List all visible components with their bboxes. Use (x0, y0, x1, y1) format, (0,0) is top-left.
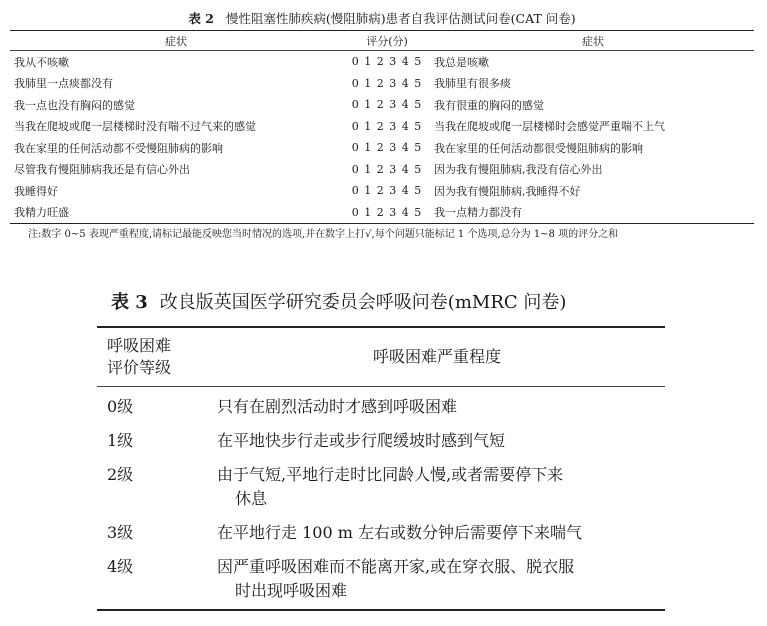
mmrc-grade: 1级 (107, 431, 134, 450)
mmrc-grade: 0级 (107, 397, 134, 416)
table-row (10, 116, 754, 138)
table-row (10, 51, 754, 73)
mmrc-header-grade (97, 327, 209, 387)
mmrc-description-line1: 只有在剧烈活动时才感到呼吸困难 (217, 397, 458, 416)
cat-score-scale: 0 1 2 3 4 5 (351, 119, 423, 133)
cat-header-symptom-right: 症状 (432, 31, 754, 51)
table-row (97, 515, 665, 549)
cat-table-header-row (10, 31, 754, 51)
cat-symptom-right: 我一点精力都没有 (432, 202, 754, 224)
mmrc-table-header-row (97, 327, 665, 387)
mmrc-description-line1: 在平地快步行走或步行爬缓坡时感到气短 (217, 431, 506, 450)
mmrc-table-caption (111, 288, 665, 318)
mmrc-table (97, 326, 665, 611)
table-row (97, 549, 665, 610)
cat-header-score: 评分(分) (342, 31, 432, 51)
mmrc-table-section (97, 288, 665, 611)
cat-table (10, 30, 754, 224)
cat-table-title: 慢性阻塞性肺疾病(慢阻肺病)患者自我评估测试问卷(CAT 问卷) (225, 11, 576, 26)
cat-table-label: 表 2 (188, 11, 214, 26)
cat-symptom-right: 我肺里有很多痰 (434, 77, 511, 91)
cat-score-scale: 0 1 2 3 4 5 (342, 202, 432, 224)
table-row (10, 94, 754, 116)
mmrc-description (209, 549, 665, 610)
table-row (10, 202, 754, 224)
mmrc-grade: 3级 (107, 523, 134, 542)
cat-score-scale: 0 1 2 3 4 5 (351, 55, 423, 69)
cat-score-scale: 0 1 2 3 4 5 (351, 141, 423, 155)
cat-score-scale: 0 1 2 3 4 5 (351, 76, 423, 90)
table-row (97, 457, 665, 515)
cat-symptom-left: 我精力旺盛 (10, 202, 342, 224)
mmrc-description (209, 387, 665, 424)
cat-symptom-left: 我一点也没有胸闷的感觉 (14, 98, 135, 112)
cat-symptom-right: 因为我有慢阻肺病,我没有信心外出 (434, 163, 603, 177)
cat-table-section (10, 8, 754, 243)
table-row (10, 180, 754, 202)
cat-header-symptom-left: 症状 (10, 31, 342, 51)
mmrc-header-grade-line2: 评价等级 (107, 358, 172, 377)
mmrc-table-label: 表 3 (111, 292, 148, 313)
table-row (97, 423, 665, 457)
cat-symptom-left: 我肺里一点痰都没有 (14, 77, 113, 91)
cat-symptom-right: 因为我有慢阻肺病,我睡得不好 (434, 184, 581, 198)
mmrc-description-line1: 因严重呼吸困难而不能离开家,或在穿衣服、脱衣服 (217, 557, 575, 576)
cat-symptom-left: 当我在爬坡或爬一层楼梯时没有喘不过气来的感觉 (14, 120, 256, 134)
mmrc-grade: 2级 (107, 465, 134, 484)
cat-table-footnote: 注:数字 0~5 表现严重程度,请标记最能反映您当时情况的选项,并在数字上打√,每个问题只能标记 1 个选项,总分为 1~8 项的评分之和 (28, 229, 619, 240)
mmrc-description-line1: 在平地行走 100 m 左右或数分钟后需要停下来喘气 (217, 523, 582, 542)
cat-table-caption (10, 8, 754, 30)
mmrc-description-line1: 由于气短,平地行走时比同龄人慢,或者需要停下来 (217, 465, 564, 484)
mmrc-description (209, 457, 665, 515)
table-row (97, 387, 665, 424)
mmrc-description (209, 423, 665, 457)
cat-symptom-right: 当我在爬坡或爬一层楼梯时会感觉严重喘不上气 (434, 120, 665, 134)
mmrc-description-line2: 休息 (235, 489, 268, 508)
table-row (10, 159, 754, 181)
table-row (10, 73, 754, 95)
mmrc-description (209, 515, 665, 549)
cat-symptom-right: 我有很重的胸闷的感觉 (434, 98, 544, 112)
table-row (10, 137, 754, 159)
cat-symptom-left: 尽管我有慢阻肺病我还是有信心外出 (14, 163, 190, 177)
cat-symptom-left: 我在家里的任何活动都不受慢阻肺病的影响 (14, 141, 223, 155)
cat-score-scale: 0 1 2 3 4 5 (351, 162, 423, 176)
mmrc-header-severity: 呼吸困难严重程度 (209, 327, 665, 387)
cat-symptom-left: 我睡得好 (14, 184, 58, 198)
cat-symptom-left: 我从不咳嗽 (14, 55, 69, 69)
mmrc-description-line2: 时出现呼吸困难 (235, 581, 348, 600)
cat-score-scale: 0 1 2 3 4 5 (351, 184, 423, 198)
cat-symptom-right: 我总是咳嗽 (434, 55, 489, 69)
mmrc-header-grade-line1: 呼吸困难 (107, 336, 172, 355)
cat-score-scale: 0 1 2 3 4 5 (351, 98, 423, 112)
mmrc-table-title: 改良版英国医学研究委员会呼吸问卷(mMRC 问卷) (159, 292, 567, 313)
mmrc-grade: 4级 (97, 549, 209, 610)
cat-symptom-right: 我在家里的任何活动都很受慢阻肺病的影响 (434, 141, 643, 155)
